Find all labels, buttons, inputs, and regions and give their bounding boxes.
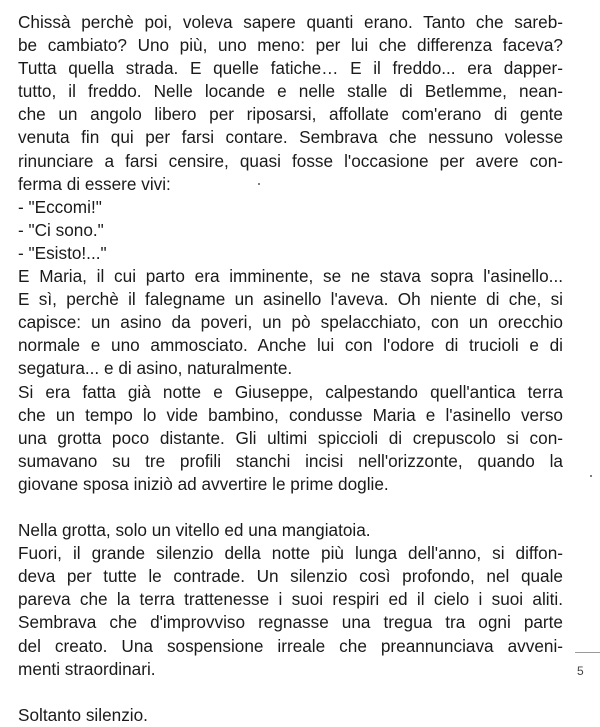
text-line: deva per tutte le contrade. Un silenzio così profondo, nel quale xyxy=(18,566,563,587)
text-line: Si era fatta già notte e Giuseppe, calpestando quell'antica terra xyxy=(18,381,563,402)
text-line: ferma di essere vivi: xyxy=(18,173,171,194)
text-line: tutto, il freddo. Nelle locande e nelle stalle di Betlemme, nean- xyxy=(18,81,563,102)
text-line: Fuori, il grande silenzio della notte più lunga dell'anno, si diffon- xyxy=(18,543,563,564)
text-line: be cambiato? Uno più, uno meno: per lui che differenza faceva? xyxy=(18,35,563,56)
text-line: Sembrava che d'improvviso regnasse una tregua tra ogni parte xyxy=(18,612,563,633)
text-line: Tutta quella strada. E quelle fatiche… E il freddo... era dapper- xyxy=(18,58,563,79)
text-line: una grotta poco distante. Gli ultimi spiccioli di crepuscolo si con- xyxy=(18,427,563,448)
text-line: segatura... e di asino, naturalmente. xyxy=(18,358,293,379)
text-line: del creato. Una sospensione irreale che preannunciava avveni- xyxy=(18,635,563,656)
text-line: Soltanto silenzio. xyxy=(18,704,148,725)
text-line: E Maria, il cui parto era imminente, se ne stava sopra l'asinello... xyxy=(18,266,563,287)
scan-speck xyxy=(590,475,592,477)
text-line: normale e uno ammosciato. Anche lui con l'odore di trucioli e di xyxy=(18,335,563,356)
scan-speck xyxy=(258,183,260,185)
body-text xyxy=(18,11,563,727)
text-line: venuta fin qui per farsi contare. Sembrava che nessuno volesse xyxy=(18,127,563,148)
margin-rule xyxy=(575,652,600,653)
text-line: Chissà perchè poi, voleva sapere quanti erano. Tanto che sareb- xyxy=(18,12,563,32)
text-line: pareva che la terra trattenesse i suoi respiri ed il cielo i suoi aliti. xyxy=(18,589,563,610)
text-line: E sì, perchè il falegname un asinello l'aveva. Oh niente di che, si xyxy=(18,289,563,310)
blank-line xyxy=(18,681,563,704)
text-line: sumavano su tre profili stanchi incisi nell'orizzonte, quando la xyxy=(18,450,563,471)
blank-line xyxy=(18,496,563,519)
page-number: 5 xyxy=(577,664,584,678)
text-line: Nella grotta, solo un vitello ed una mangiatoia. xyxy=(18,520,371,541)
text-line: - "Eccomi!" xyxy=(18,196,102,217)
text-line: - "Ci sono." xyxy=(18,219,104,240)
text-line: capisce: un asino da poveri, un pò spelacchiato, con un orecchio xyxy=(18,312,563,333)
text-line: rinunciare a farsi censire, quasi fosse l'occasione per avere con- xyxy=(18,150,563,171)
text-line: che un angolo libero per riposarsi, affollate com'erano di gente xyxy=(18,104,563,125)
text-line: giovane sposa iniziò ad avvertire le prime doglie. xyxy=(18,473,389,494)
text-line: che un tempo lo vide bambino, condusse Maria e l'asinello verso xyxy=(18,404,563,425)
text-line: menti straordinari. xyxy=(18,658,156,679)
text-line: - "Esisto!..." xyxy=(18,242,107,263)
